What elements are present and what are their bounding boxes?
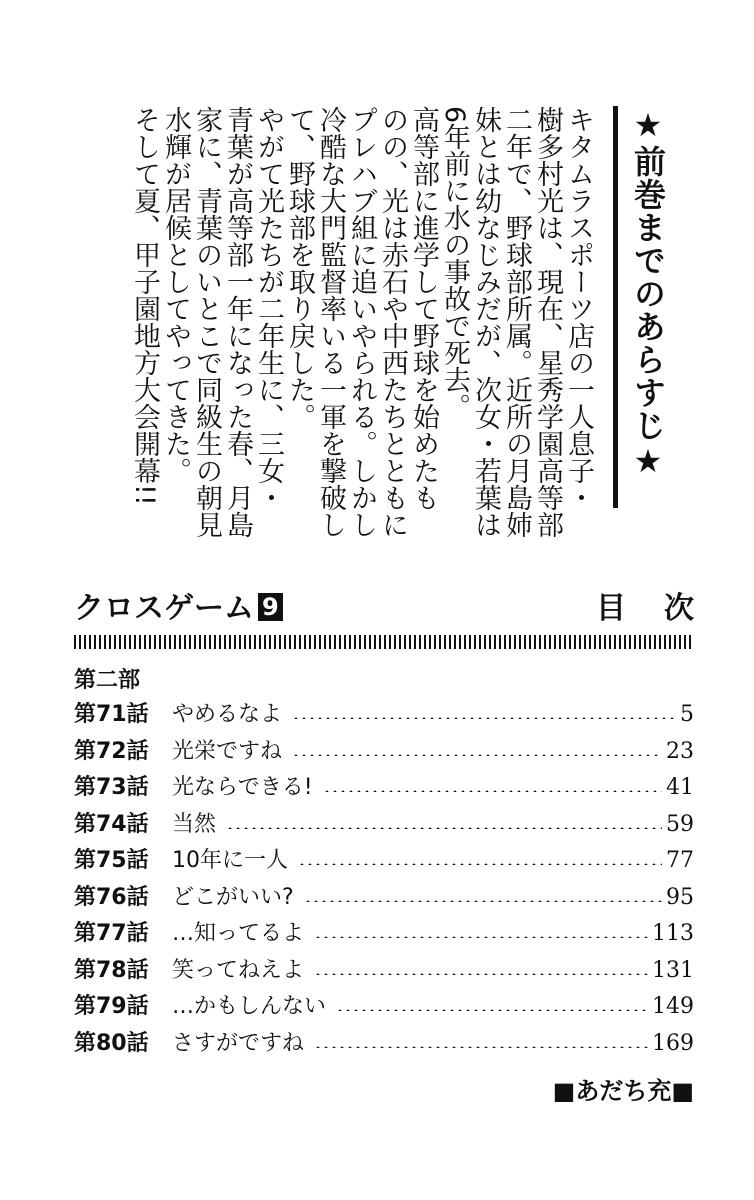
dot-leader <box>292 717 676 719</box>
episode-number: 第80話 <box>74 1030 149 1056</box>
episode-page: 95 <box>666 884 694 910</box>
summary-line: 樹多村光は、現在、星秀学園高等部 <box>532 106 563 538</box>
part-label: 第二部 <box>74 668 141 693</box>
dot-leader <box>323 790 662 792</box>
toc-entry[interactable] <box>74 956 694 993</box>
episode-page: 113 <box>652 921 694 946</box>
episode-page: 5 <box>680 702 694 727</box>
dot-leader <box>298 863 662 865</box>
episode-title: …かもしんない <box>172 994 327 1019</box>
episode-page: 59 <box>666 811 694 837</box>
episode-number: 第79話 <box>74 994 149 1019</box>
summary-title: ★前巻までのあらすじ★ <box>629 106 667 481</box>
volume-badge: 9 <box>258 593 283 621</box>
episode-number: 第77話 <box>74 921 149 946</box>
summary-line: 二年で、野球部所属。近所の月島姉 <box>501 106 532 538</box>
summary-text <box>129 106 594 538</box>
summary-line: 青葉が高等部一年になった春、月島 <box>222 106 253 538</box>
dot-leader <box>314 936 648 938</box>
toc-entry[interactable] <box>74 992 694 1029</box>
summary-line: 妹とは幼なじみだが、次女・若葉は <box>470 106 501 538</box>
episode-title: どこがいい? <box>172 884 294 910</box>
summary-line: やがて光たちが二年生に、三女・ <box>253 106 284 511</box>
episode-title: 光ならできる! <box>172 775 313 800</box>
episode-page: 23 <box>666 738 694 764</box>
toc-entry[interactable] <box>74 883 694 920</box>
toc-entry[interactable] <box>74 810 694 847</box>
episode-page: 131 <box>652 957 694 983</box>
episode-title: やめるなよ <box>172 702 283 727</box>
toc-entry[interactable] <box>74 1029 694 1066</box>
dot-leader <box>304 900 662 902</box>
story-summary <box>110 106 670 538</box>
summary-line: そして夏、甲子園地方大会開幕!! <box>129 106 160 506</box>
summary-line: 高等部に進学して野球を始めたも <box>408 106 439 511</box>
toc-header <box>74 591 732 627</box>
episode-title: さすがですね <box>172 1030 305 1056</box>
contents-label: 目次 <box>596 591 732 626</box>
summary-line: 水輝が居候としてやってきた。 <box>160 106 191 484</box>
episode-page: 149 <box>652 994 694 1019</box>
dot-leader <box>292 754 662 756</box>
episode-number: 第71話 <box>74 702 149 727</box>
tick-rule-divider <box>74 635 694 649</box>
toc-entry[interactable] <box>74 737 694 774</box>
author-credit: ■あだち充■ <box>552 1077 694 1105</box>
summary-line: プレハブ組に追いやられる。しかし <box>346 106 377 538</box>
toc-entry[interactable] <box>74 773 694 810</box>
summary-line: て、野球部を取り戻した。 <box>284 106 315 430</box>
episode-title: 当然 <box>172 811 217 837</box>
episode-number: 第72話 <box>74 738 149 764</box>
episode-title: …知ってるよ <box>172 921 305 946</box>
book-title-text: クロスゲーム <box>74 591 254 626</box>
summary-line: 6年前に水の事故で死去。 <box>439 106 470 421</box>
episode-number: 第74話 <box>74 811 149 837</box>
episode-number: 第78話 <box>74 957 149 983</box>
episode-title: 光栄ですね <box>172 738 283 764</box>
summary-line: のの、光は赤石や中西たちとともに <box>377 106 408 538</box>
episode-number: 第73話 <box>74 775 149 800</box>
dot-leader <box>336 1009 648 1011</box>
episode-page: 41 <box>666 775 694 800</box>
toc-entry[interactable] <box>74 700 694 737</box>
summary-divider <box>613 106 618 508</box>
toc-list <box>74 700 694 1065</box>
episode-title: 10年に一人 <box>172 848 288 873</box>
summary-line: 家に、青葉のいとこで同級生の朝見 <box>191 106 222 538</box>
episode-title: 笑ってねえよ <box>172 957 305 983</box>
summary-line: 冷酷な大門監督率いる一軍を撃破し <box>315 106 346 538</box>
toc-entry[interactable] <box>74 846 694 883</box>
episode-page: 77 <box>666 848 694 873</box>
dot-leader <box>226 827 662 829</box>
episode-number: 第75話 <box>74 848 149 873</box>
dot-leader <box>314 1046 648 1048</box>
dot-leader <box>314 973 648 975</box>
book-title <box>74 591 283 627</box>
episode-number: 第76話 <box>74 884 149 910</box>
episode-page: 169 <box>652 1030 694 1056</box>
summary-line: キタムラスポーツ店の一人息子・ <box>563 106 594 511</box>
toc-entry[interactable] <box>74 919 694 956</box>
